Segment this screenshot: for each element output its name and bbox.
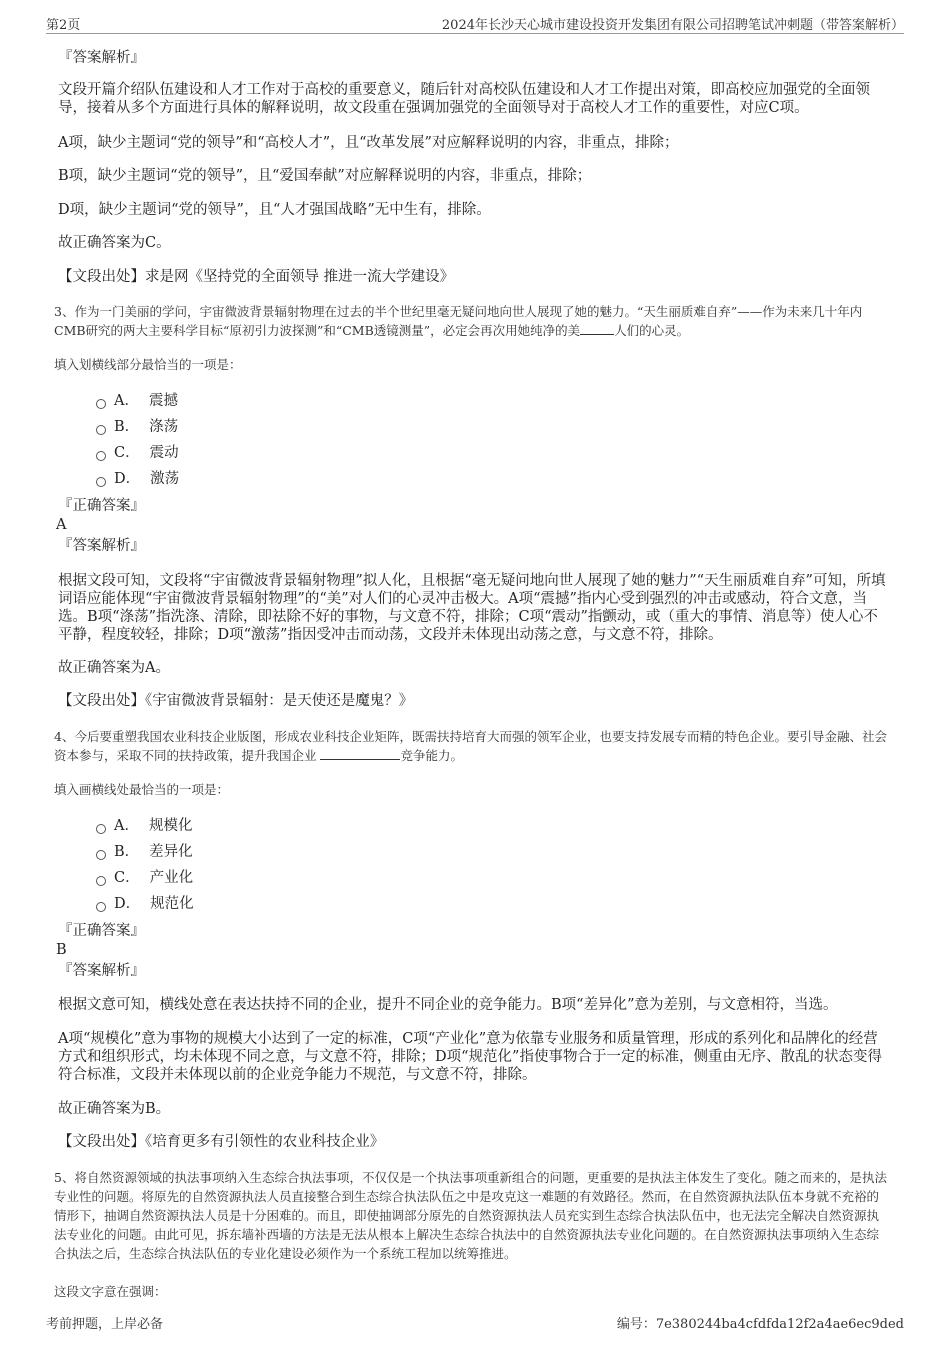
- q2-analysis-paragraph: 文段开篇介绍队伍建设和人才工作对于高校的重要意义，随后针对高校队伍建设和人才工作提出对策，即高校应加强党的全面领导，接着从多个方面进行具体的解释说明，故文段重在强调加强党的全面领导对于高校人才工作的重要性，对应C项。: [58, 82, 870, 116]
- q3-stem: [54, 302, 888, 340]
- document-title: 2024年长沙天心城市建设投资开发集团有限公司招聘笔试冲刺题（带答案解析）: [441, 18, 904, 33]
- q4-analysis-label: 『答案解析』: [58, 963, 145, 979]
- q2-source: 【文段出处】求是网《坚持党的全面领导 推进一流大学建设》: [58, 269, 455, 285]
- q4-option-b[interactable]: B． 差异化: [96, 843, 193, 861]
- q3-option-d[interactable]: D． 激荡: [96, 470, 179, 488]
- radio-icon[interactable]: [96, 824, 106, 834]
- q2-option-d-analysis: D项，缺少主题词“党的领导”，且“人才强国战略”无中生有，排除。: [58, 202, 491, 218]
- q4-answer: B: [56, 942, 67, 958]
- radio-icon[interactable]: [96, 876, 106, 886]
- q3-correct-label: 『正确答案』: [58, 498, 145, 514]
- q2-option-a-analysis: A项，缺少主题词“党的领导”和“高校人才”，且“改革发展”对应解释说明的内容，非重点，排除；: [58, 135, 679, 151]
- q3-source: 【文段出处】《宇宙微波背景辐射：是天使还是魔鬼？》: [58, 693, 414, 709]
- document-id: 编号：7e380244ba4cfdfda12f2a4ae6ec9ded: [616, 1317, 904, 1332]
- q4-source: 【文段出处】《培育更多有引领性的农业科技企业》: [58, 1134, 385, 1150]
- q4-prompt: 填入画横线处最恰当的一项是：: [54, 782, 230, 797]
- q5-prompt: 这段文字意在强调：: [54, 1284, 167, 1299]
- radio-icon[interactable]: [96, 477, 106, 487]
- q4-option-a[interactable]: A． 规模化: [96, 817, 192, 835]
- q3-option-a[interactable]: A． 震撼: [96, 392, 178, 410]
- q3-answer: A: [56, 517, 67, 533]
- page-number: 第2页: [46, 18, 81, 33]
- q4-analysis-paragraph-1: 根据文意可知，横线处意在表达扶持不同的企业，提升不同企业的竞争能力。B项“差异化”意为差别，与文意相符，当选。: [58, 997, 838, 1013]
- q4-correct-label: 『正确答案』: [58, 923, 145, 939]
- q5-stem: 5、将自然资源领域的执法事项纳入生态综合执法事项，不仅仅是一个执法事项重新组合的问题，更重要的是执法主体发生了变化。随之而来的，是执法专业性的问题。将原先的自然资源执法人员直接整合到生态综合执法队伍之中是攻克这一难题的有效路径。然而，在自然资源执法队伍本身就不充裕的情形下，抽调自然资源执法人员是十分困难的。而且，即使抽调部分原先的自然资源执法人员充实到生态综合执法队伍中，也无法完全解决自然资源执法专业化的问题。由此可见，拆东墙补西墙的方法是无法从根本上解决生态综合执法中的自然资源执法专业化问题的。在自然资源执法事项纳入生态综合执法之后，生态综合执法队伍的专业化建设必须作为一个系统工程加以统筹推进。: [54, 1170, 887, 1261]
- footer-slogan: 考前押题，上岸必备: [46, 1317, 164, 1332]
- q4-option-d[interactable]: D． 规范化: [96, 895, 194, 913]
- q3-option-c[interactable]: C． 震动: [96, 444, 179, 462]
- q4-option-c[interactable]: C． 产业化: [96, 869, 193, 887]
- q4-analysis-paragraph-2: A项“规模化”意为事物的规模大小达到了一定的标准，C项“产业化”意为依靠专业服务和质量管理，形成的系列化和品牌化的经营方式和组织形式，均未体现不同之意，与文意不符，排除；D项“规范化”指使事物合于一定的标准，侧重由无序、散乱的状态变得符合标准，文段并未体现以前的企业竞争能力不规范，与文意不符，排除。: [58, 1031, 882, 1083]
- q3-analysis-paragraph: 根据文段可知，文段将“宇宙微波背景辐射物理”拟人化，且根据“毫无疑问地向世人展现了她的魅力”“天生丽质难自弃”可知，所填词语应能体现“宇宙微波背景辐射物理”的“美”对人们的心灵冲击极大。A项“震撼”指内心受到强烈的冲击或感动，符合文意，当选。B项“涤荡”指洗涤、清除，即祛除不好的事物，与文意不符，排除；C项“震动”指颤动，或（重大的事情、消息等）使人心不平静，程度较轻，排除；D项“激荡”指因受冲击而动荡，文段并未体现出动荡之意，与文意不符，排除。: [58, 573, 886, 643]
- radio-icon[interactable]: [96, 902, 106, 912]
- q2-analysis-label: 『答案解析』: [58, 50, 145, 66]
- q3-prompt: 填入划横线部分最恰当的一项是：: [54, 357, 242, 372]
- q3-blank: [580, 334, 614, 335]
- radio-icon[interactable]: [96, 850, 106, 860]
- q2-option-b-analysis: B项，缺少主题词“党的领导”，且“爱国奉献”对应解释说明的内容，非重点，排除；: [58, 168, 592, 184]
- q4-stem-text: 4、今后要重塑我国农业科技企业版图，形成农业科技企业矩阵，既需扶持培育大而强的领军企业，也要支持发展专而精的特色企业。要引导金融、社会资本参与，采取不同的扶持政策，提升我国企业: [54, 729, 887, 763]
- q3-option-b[interactable]: B． 涤荡: [96, 418, 178, 436]
- page-footer: [46, 1313, 904, 1333]
- q4-conclusion: 故正确答案为B。: [58, 1101, 171, 1117]
- q4-blank: [320, 759, 400, 760]
- page-header: [46, 14, 904, 34]
- q4-stem-end: 竞争能力。: [400, 748, 463, 763]
- q4-stem: [54, 727, 888, 765]
- radio-icon[interactable]: [96, 451, 106, 461]
- q3-stem-end: 人们的心灵。: [614, 323, 690, 338]
- q3-conclusion: 故正确答案为A。: [58, 660, 170, 676]
- q2-conclusion: 故正确答案为C。: [58, 235, 171, 251]
- q3-analysis-label: 『答案解析』: [58, 538, 145, 554]
- radio-icon[interactable]: [96, 425, 106, 435]
- radio-icon[interactable]: [96, 399, 106, 409]
- q3-stem-text: 3、作为一门美丽的学问，宇宙微波背景辐射物理在过去的半个世纪里毫无疑问地向世人展现了她的魅力。“天生丽质难自弃”——作为未来几十年内CMB研究的两大主要科学目标“原初引力波探测”和“CMB透镜测量”，必定会再次用她纯净的美: [54, 304, 863, 338]
